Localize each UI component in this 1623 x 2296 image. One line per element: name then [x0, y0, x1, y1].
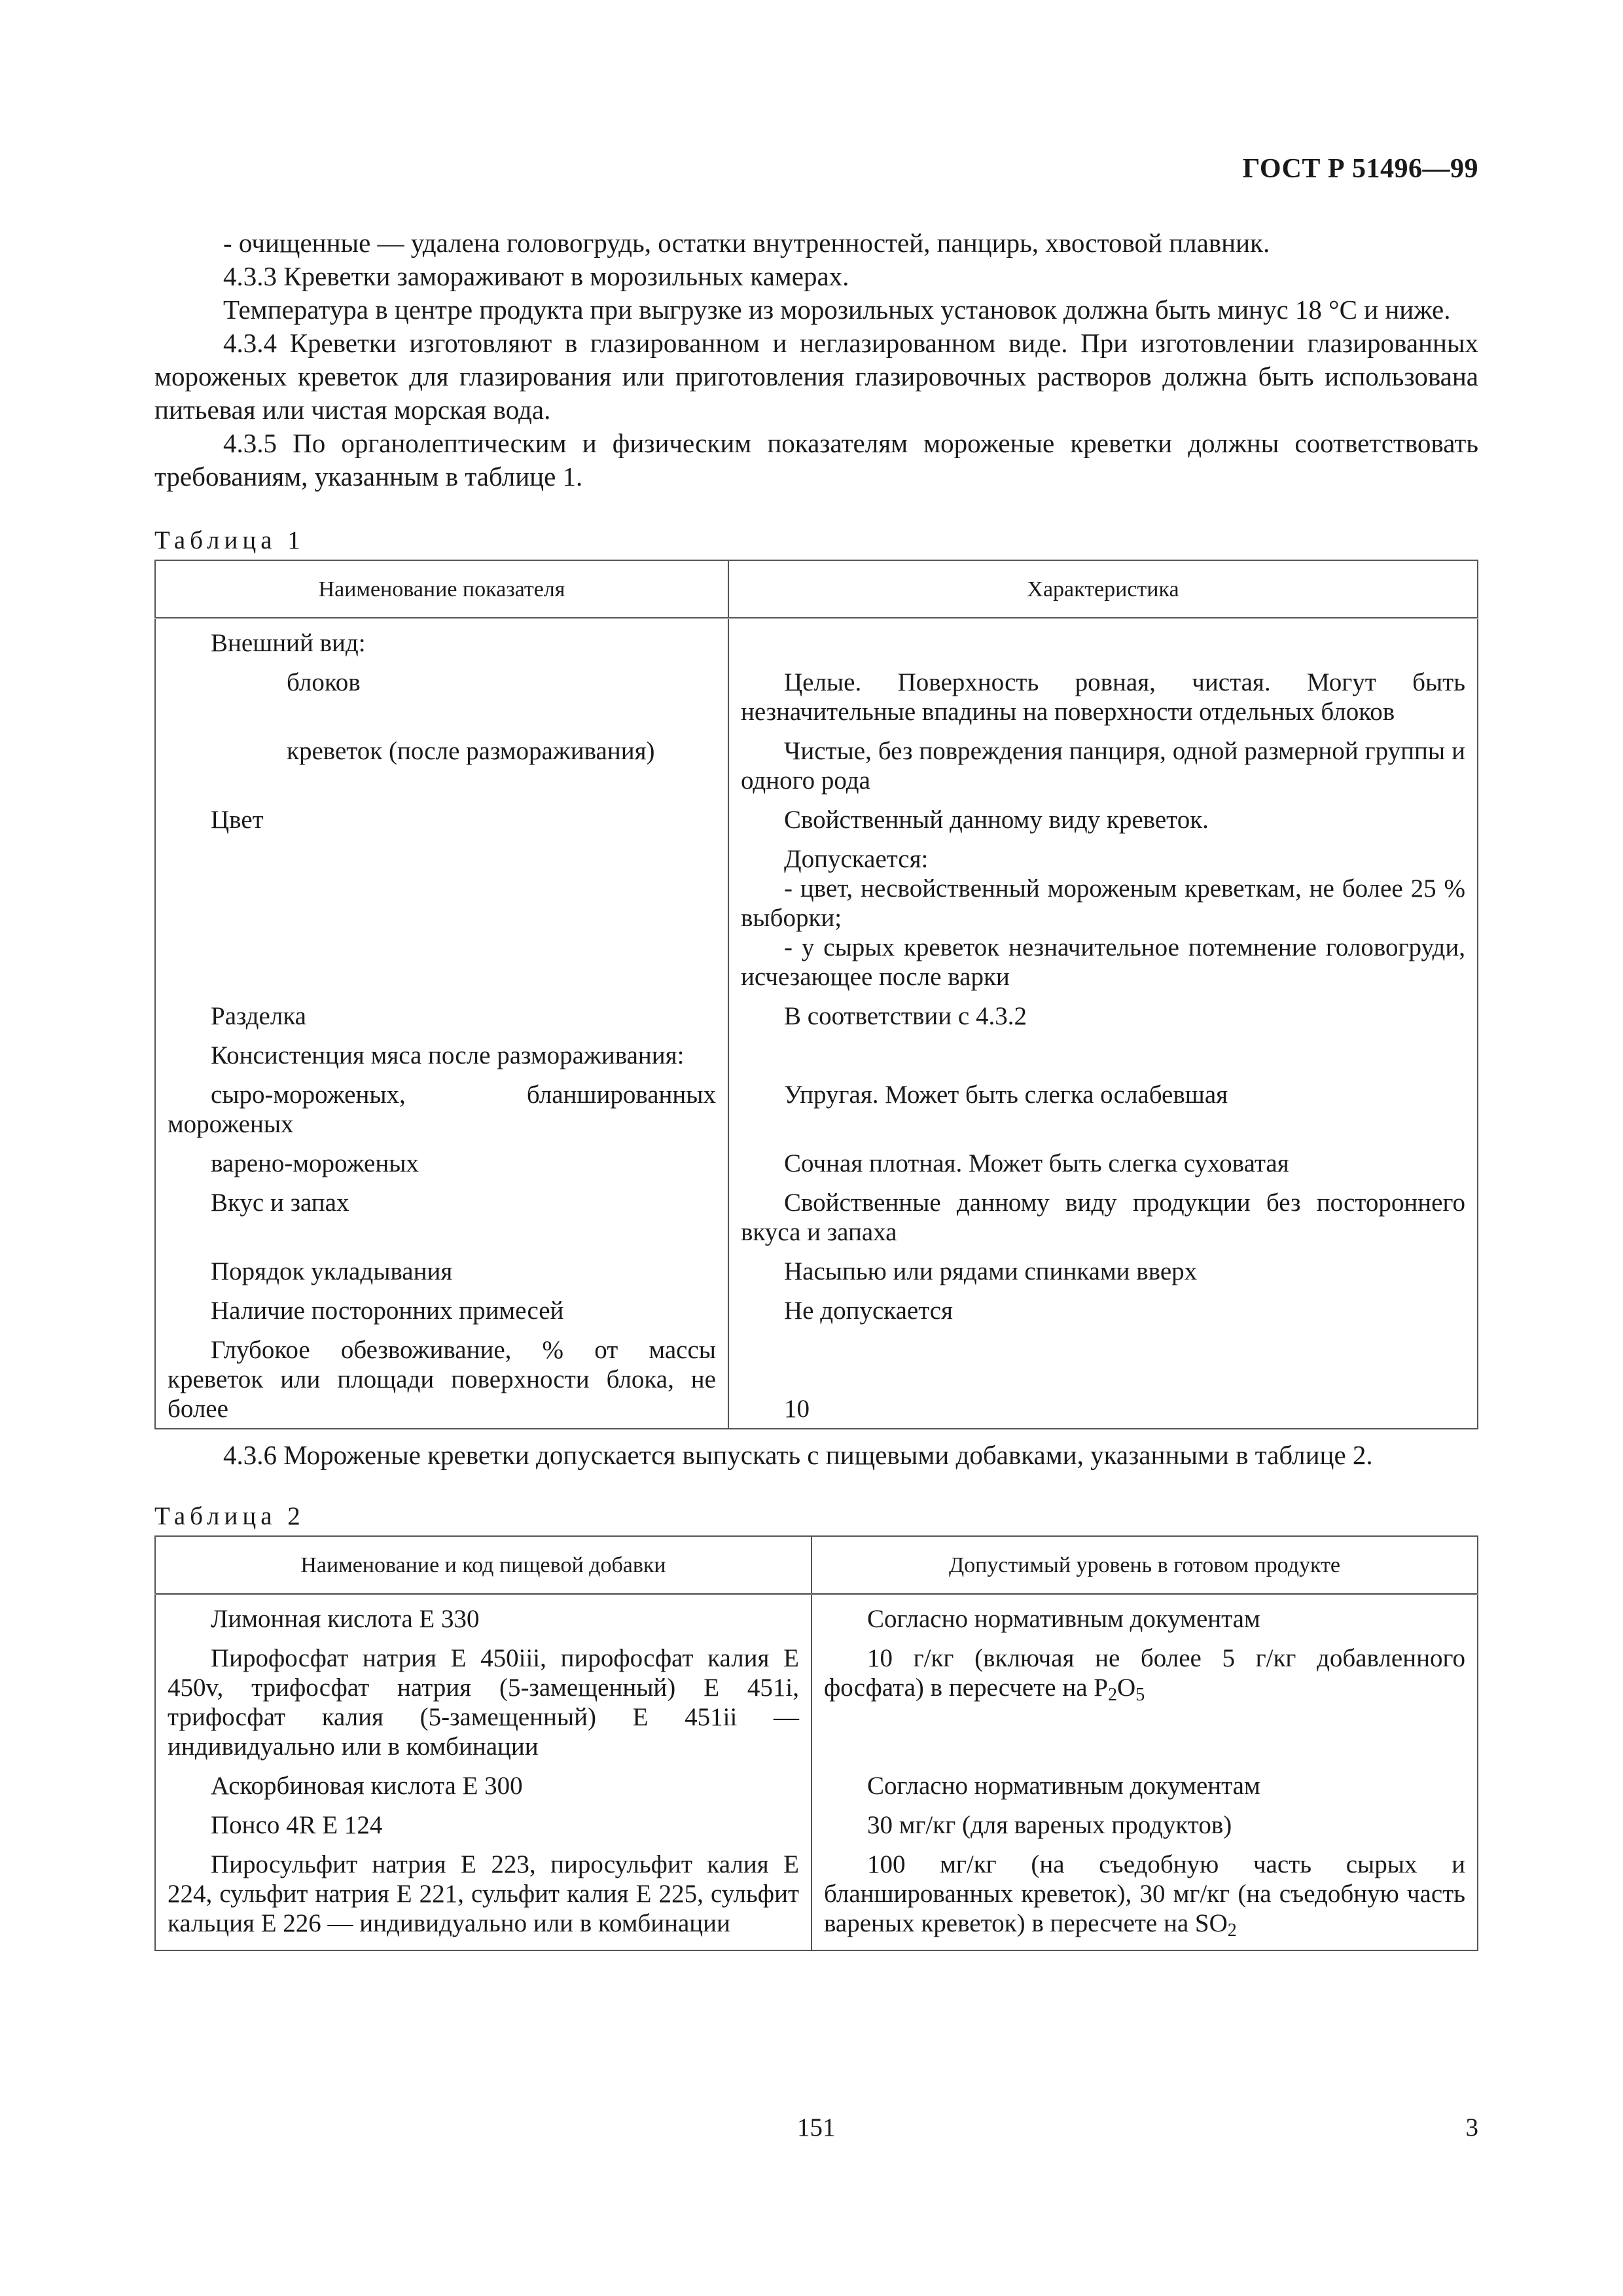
table1-cell-name: Внешний вид: [211, 629, 366, 657]
table2-cell-value [812, 1844, 1478, 1950]
table1-cell-value: - цвет, несвойственный мороженым креветкам, не более 25 % выборки; [728, 874, 1478, 933]
paragraph-4-3-4: 4.3.4 Креветки изготовляют в глазированном и неглазированном виде. При изготовлении глазированных мороженых креветок для глазирования или приготовления глазировочных растворов должна быть использована питьевая или чистая морская вода. [154, 328, 1478, 425]
table1-cell-name [155, 933, 728, 996]
table2-cell-name: Лимонная кислота Е 330 [211, 1605, 480, 1633]
table1-cell-value: Не допускается [728, 1291, 1478, 1330]
table-row [155, 874, 1478, 933]
subscript: 5 [1135, 1685, 1145, 1706]
paragraph: - очищенные — удалена головогрудь, остатки внутренностей, панцирь, хвостовой плавник. [223, 228, 1270, 258]
table-1 [154, 560, 1478, 1429]
table-row [155, 1594, 1478, 1639]
table1-caption: Таблица 1 [154, 526, 305, 554]
table-row [155, 996, 1478, 1035]
subscript: 2 [1107, 1685, 1118, 1706]
table1-cell-value: Свойственный данному виду креветок. [728, 800, 1478, 839]
table1-cell-name: Порядок укладывания [211, 1257, 453, 1285]
table2-cell-value-text: 10 г/кг (включая не более 5 г/кг добавленного фосфата) в пересчете на P [824, 1644, 1465, 1702]
table1-cell-name: креветок (после размораживания) [287, 737, 655, 765]
table1-cell-name [155, 874, 728, 933]
table1-cell-name: блоков [287, 668, 361, 696]
table-row [155, 662, 1478, 731]
table2-cell-value: 30 мг/кг (для вареных продуктов) [812, 1805, 1478, 1844]
table1-cell-name: Разделка [211, 1002, 306, 1030]
table-row [155, 1251, 1478, 1291]
table-row [155, 839, 1478, 874]
table1-header-name: Наименование показателя [155, 560, 728, 619]
standard-code-header: ГОСТ Р 51496—99 [1242, 154, 1478, 184]
table-row [155, 619, 1478, 663]
table1-cell-name [155, 839, 728, 874]
table-2 [154, 1535, 1478, 1951]
table-row [155, 1330, 1478, 1429]
table1-cell-name: сыро-мороженых, бланшированных мороженых [168, 1081, 716, 1138]
table-row [155, 800, 1478, 839]
table-row [155, 731, 1478, 800]
table-row [155, 1143, 1478, 1183]
table-row [155, 1638, 1478, 1766]
table2-cell-value-text: 100 мг/кг (на съедобную часть сырых и бланшированных креветок), 30 мг/кг (на съедобную часть вареных креветок) в пересчете на SO [824, 1850, 1465, 1937]
table1-cell-name: Консистенция мяса после размораживания: [211, 1041, 685, 1069]
table-row [155, 1766, 1478, 1805]
table1-cell-value: Сочная плотная. Может быть слегка суховатая [728, 1143, 1478, 1183]
table-row [155, 1035, 1478, 1075]
paragraph-4-3-6: 4.3.6 Мороженые креветки допускается выпускать с пищевыми добавками, указанными в таблице 2. [223, 1440, 1373, 1470]
table1-cell-name: варено-мороженых [211, 1149, 419, 1177]
table1-cell-value: 10 [728, 1330, 1478, 1429]
table-row [155, 1291, 1478, 1330]
table1-cell-value: Чистые, без повреждения панциря, одной размерной группы и одного рода [728, 731, 1478, 800]
table2-cell-name: Пиросульфит натрия Е 223, пиросульфит калия Е 224, сульфит натрия Е 221, сульфит калия Е 225, сульфит кальция Е 226 — индивидуально или в комбинации [168, 1850, 799, 1937]
table2-cell-name: Пирофосфат натрия Е 450iii, пирофосфат калия Е 450v, трифосфат натрия (5-замещенный) Е 451i, трифосфат калия (5-замещенный) Е 451ii — индивидуально или в комбинации [168, 1644, 799, 1761]
page-number-right: 3 [1465, 2113, 1478, 2142]
table1-cell-value: Насыпью или рядами спинками вверх [728, 1251, 1478, 1291]
table1-cell-name: Цвет [211, 806, 264, 834]
table1-cell-value: Допускается: [728, 839, 1478, 874]
table1-cell-value: Упругая. Может быть слегка ослабевшая [728, 1075, 1478, 1143]
table-row [155, 933, 1478, 996]
table1-cell-name: Глубокое обезвоживание, % от массы креветок или площади поверхности блока, не более [168, 1336, 716, 1423]
table2-cell-value: Согласно нормативным документам [812, 1594, 1478, 1639]
table-row [155, 1805, 1478, 1844]
paragraph-4-3-3: 4.3.3 Креветки замораживают в морозильных камерах. [223, 261, 849, 291]
subscript: 2 [1227, 1920, 1237, 1941]
table-row [155, 1183, 1478, 1251]
table1-header-row [155, 560, 1478, 619]
table2-cell-value: Согласно нормативным документам [812, 1766, 1478, 1805]
table2-caption: Таблица 2 [154, 1502, 305, 1530]
table2-header-row [155, 1536, 1478, 1594]
table2-cell-name: Понсо 4R Е 124 [211, 1811, 383, 1839]
table1-cell-name: Вкус и запах [211, 1189, 349, 1217]
body-text [154, 226, 1478, 1951]
table-row [155, 1844, 1478, 1950]
table1-cell-value [728, 1035, 1478, 1075]
paragraph-4-3-5: 4.3.5 По органолептическим и физическим показателям мороженые креветки должны соответствовать требованиям, указанным в таблице 1. [154, 428, 1478, 492]
table2-cell-name: Аскорбиновая кислота Е 300 [211, 1772, 523, 1800]
table-row [155, 1075, 1478, 1143]
table2-cell-value [812, 1638, 1478, 1766]
table2-header-name: Наименование и код пищевой добавки [155, 1536, 812, 1594]
table1-cell-value: Целые. Поверхность ровная, чистая. Могут быть незначительные впадины на поверхности отдельных блоков [728, 662, 1478, 731]
paragraph-temperature: Температура в центре продукта при выгрузке из морозильных установок должна быть минус 18 °С и ниже. [223, 295, 1451, 325]
page-number-center: 151 [797, 2113, 836, 2142]
table1-cell-name: Наличие посторонних примесей [211, 1297, 564, 1325]
table2-header-value: Допустимый уровень в готовом продукте [812, 1536, 1478, 1594]
table1-cell-value: Свойственные данному виду продукции без постороннего вкуса и запаха [728, 1183, 1478, 1251]
table1-cell-value: - у сырых креветок незначительное потемнение головогруди, исчезающее после варки [728, 933, 1478, 996]
formula-letter: O [1117, 1674, 1136, 1702]
table1-header-value: Характеристика [728, 560, 1478, 619]
table1-cell-value [728, 619, 1478, 663]
table1-cell-value: В соответствии с 4.3.2 [728, 996, 1478, 1035]
